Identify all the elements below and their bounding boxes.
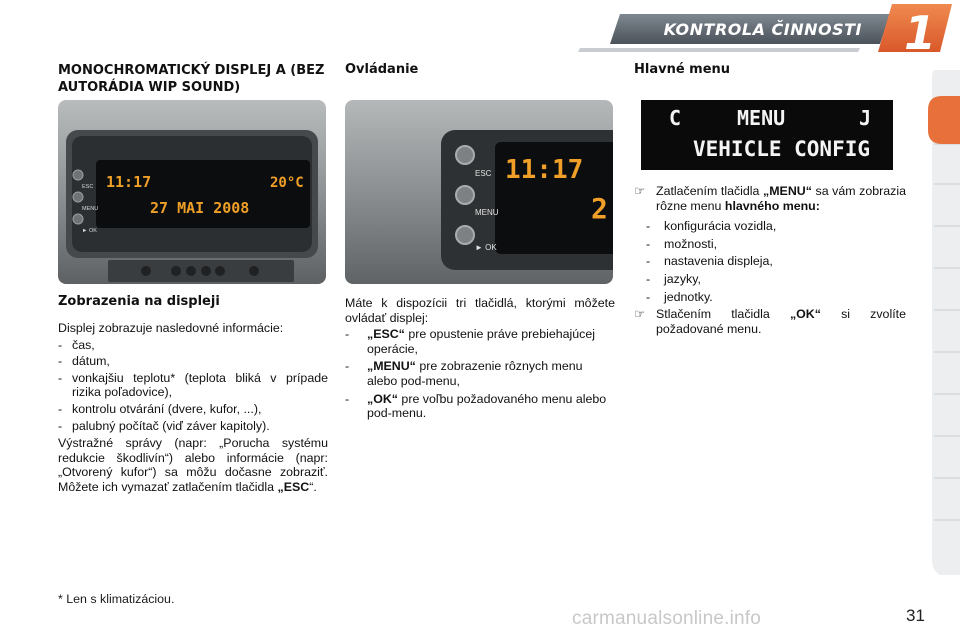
display-photo-2 (345, 100, 613, 284)
col3-body: ☞ Zatlačením tlačidla „MENU“ sa vám zobrazia rôzne menu hlavného menu: - konfigurácia vozidla, - možnosti, - nastavenia displeja, - jazyky, - jednotky. ☞ Stlačením tlačidla „OK“ si zvolíte požadované menu. (634, 184, 906, 336)
menu-option: konfigurácia vozidla, (664, 219, 777, 234)
watermark: carmanualsonline.info (572, 608, 762, 629)
col1-body: Displej zobrazuje nasledovné informácie: - čas, - dátum, - vonkajšiu teplotu* (teplota bliká v prípade rizika poľadovice), - kontrolu otvárání (dvere, kufor, ...), - palubný počítač (viď záver kapitoly). Výstražné správy (napr: „Porucha systému redukcie škodlivín“) alebo informácie (napr: „Otvorený kufor“) sa môžu dočasne zobraziť. Môžete ich vymazať zatlačením tlačidla „ESC“. (58, 321, 328, 494)
lcd-temp: 20°C (270, 175, 304, 191)
section-heading-main-menu: Hlavné menu (634, 62, 731, 77)
main-menu-ref: hlavného menu: (724, 198, 820, 213)
ok-label-2: ► OK (475, 243, 497, 252)
menu-option: jednotky. (664, 289, 713, 304)
col2-body: Máte k dispozícii tri tlačidlá, ktorými môžete ovládať displej: - „ESC“ pre opustenie práve prebiehajúcej operácie, - „MENU“ pre zobrazenie rôznych menu alebo pod-menu, - „OK“ pre voľbu požadovaného menu alebo pod-menu. (345, 296, 615, 421)
bullet1-text: Zatlačením tlačidla (656, 184, 764, 198)
header-title: KONTROLA ČINNOSTI (663, 20, 862, 39)
footnote: * Len s klimatizáciou. (58, 592, 175, 606)
display-photo-1 (58, 100, 326, 284)
menu-desc: pre zobrazenie rôznych menu alebo pod-menu, (367, 359, 583, 388)
menu-key-ref: „MENU“ (763, 184, 812, 198)
esc-key: „ESC“ (367, 327, 405, 342)
col1-intro: Displej zobrazuje nasledovné informácie: (58, 321, 284, 335)
pointer-icon: ☞ (634, 184, 646, 198)
page-header (560, 0, 960, 70)
chapter-number: 1 (903, 6, 936, 60)
col2-intro: Máte k dispozícii tri tlačidlá, ktorými môžete ovládať displej: (345, 296, 615, 325)
lcd-menu-title: MENU (737, 106, 786, 130)
menu-option: jazyky, (664, 271, 701, 286)
page-number: 31 (906, 606, 925, 625)
ok-desc: pre voľbu požadovaného menu alebo pod-menu. (367, 391, 607, 421)
menu-option: nastavenia displeja, (664, 254, 773, 269)
lcd-menu-left: C (669, 106, 682, 130)
ok-label-1: ► OK (82, 228, 97, 234)
chapter-tabs[interactable] (928, 70, 960, 575)
lcd-menu-right: J (859, 106, 872, 130)
bullet2-end: si zvolíte požadované menu. (656, 307, 906, 336)
esc-label-2: ESC (475, 169, 492, 178)
section-heading-display: MONOCHROMATICKÝ DISPLEJ A (BEZ AUTORÁDIA WIP SOUND) (58, 63, 325, 95)
lcd-date: 27 MAI 2008 (150, 199, 250, 217)
esc-desc: pre opustenie práve prebiehajúcej operácie, (367, 327, 595, 356)
esc-key-ref: „ESC (277, 479, 310, 494)
lcd-time-1: 11:17 (106, 173, 152, 191)
active-tab[interactable] (928, 96, 960, 144)
menu-key: „MENU“ (367, 359, 416, 374)
bullet1-mid: sa vám zobrazia rôzne menu (656, 184, 906, 213)
pointer-icon: ☞ (634, 307, 646, 322)
lcd-menu-item: VEHICLE CONFIG (693, 137, 871, 161)
menu-label-1: MENU (82, 206, 99, 212)
esc-label-1: ESC (82, 184, 94, 190)
list-item: vonkajšiu teplotu* (teplota bliká v prípade rizika poľadovice), (72, 370, 328, 400)
list-item: dátum, (72, 354, 110, 369)
list-item: čas, (72, 337, 95, 352)
menu-lcd-display (641, 100, 893, 170)
ok-key: „OK“ (367, 391, 398, 406)
subheading-displays: Zobrazenia na displeji (58, 294, 220, 309)
ok-key-ref: „OK“ (789, 307, 821, 322)
list-item: kontrolu otvárání (dvere, kufor, ...), (72, 401, 262, 416)
warning-end: “. (309, 479, 317, 494)
menu-label-2: MENU (475, 208, 499, 217)
bullet2-text: Stlačením tlačidla (656, 307, 790, 322)
warning-text: Výstražné správy (napr: „Porucha systému redukcie škodlivín“) alebo informácie (napr: „Otvorený kufor“) sa môžu dočasne zobraziť. Môžete ich vymazať zatlačením tlačidla (58, 436, 328, 494)
list-item: palubný počítač (viď záver kapitoly). (72, 418, 270, 433)
lcd-digit: 2 (591, 192, 608, 225)
lcd-time-2: 11:17 (505, 155, 584, 185)
section-heading-controls: Ovládanie (345, 62, 419, 77)
warning-paragraph (58, 436, 328, 494)
menu-option: možnosti, (664, 236, 718, 251)
